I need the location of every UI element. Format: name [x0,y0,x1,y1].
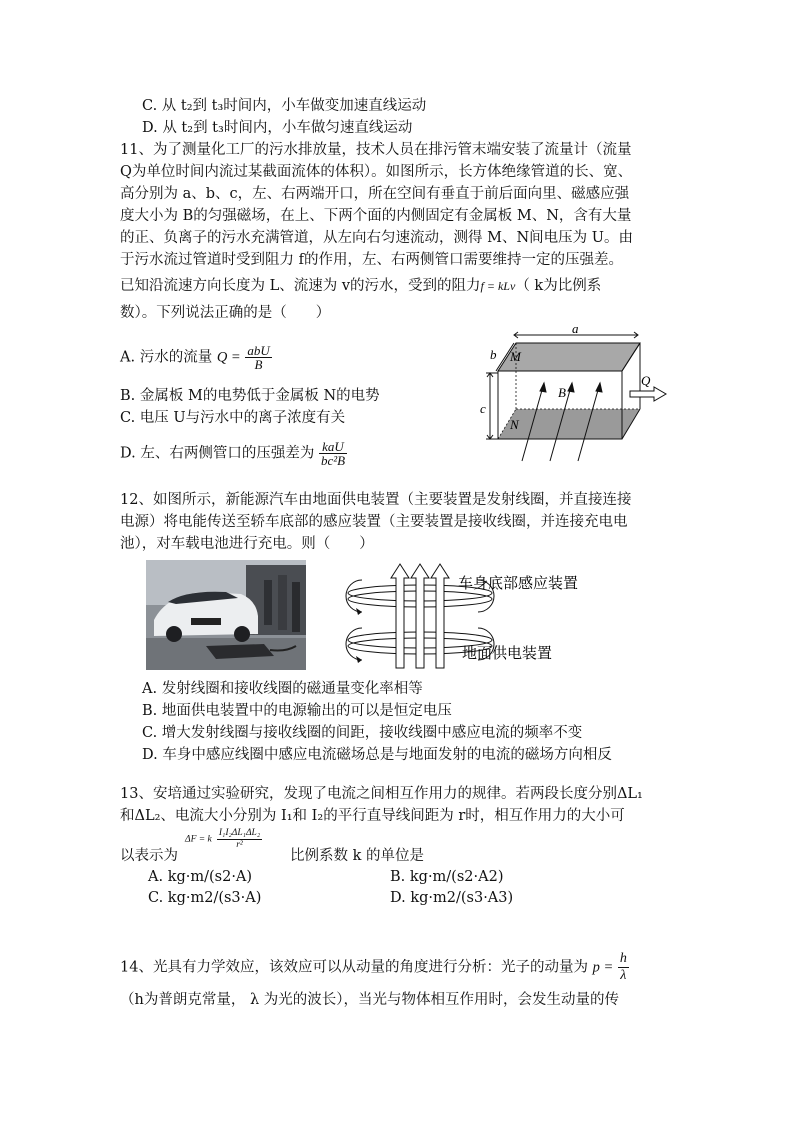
q13-option-d: D. kg·m2/(s3·A3) [390,890,514,906]
q13-option-a: A. kg·m/(s2·A) [148,869,253,885]
dim-b-label: b [490,347,497,362]
q11-stem-text: （ k为比例系 [515,278,602,294]
flow-q-label: Q [641,373,651,388]
q14-stem-line: （h为普朗克常量， λ 为光的波长），当光与物体相互作用时，会发生动量的传 [120,992,619,1008]
photon-momentum-formula: $\frac{h}{\lambda}$ [619,951,627,983]
coil-diagram [340,560,600,670]
q11-option-b: B. 金属板 M的电势低于金属板 N的电势 [120,388,380,404]
dim-c-label: c [480,401,486,416]
q10-option-c: C. 从 t₂到 t₃时间内，小车做变加速直线运动 [142,98,427,114]
option-text: D. 左、右两侧管口的压强差为 [120,445,315,462]
ev-charging-photo [146,560,306,670]
fig-label-receiver: 车身底部感应装置 [458,576,579,592]
q12-option-c: C. 增大发射线圈与接收线圈的间距，接收线圈中感应电流的频率不变 [142,725,583,741]
q13-option-b: B. kg·m/(s2·A2) [390,869,504,885]
q12-option-d: D. 车身中感应线圈中感应电流磁场总是与地面发射的电流的磁场方向相反 [142,747,612,763]
q12-option-a: A. 发射线圈和接收线圈的磁通量变化率相等 [142,681,423,697]
q10-option-d: D. 从 t₂到 t₃时间内，小车做匀速直线运动 [142,120,413,136]
q11-stem-line: 高分别为 a、b、c，左、右两端开口，所在空间有垂直于前后面向里、磁感应强 [120,186,630,202]
q12-stem-line: 电源）将电能传送至轿车底部的感应装置（主要装置是接收线圈，并连接充电电 [120,514,628,530]
q13-stem-line: 和ΔL₂、电流大小分别为 I₁和 I₂的平行直导线间距为 r时，相互作用力的大小可 [120,808,625,824]
q12-stem-line: 12、如图所示，新能源汽车由地面供电装置（主要装置是发射线圈，并直接连接 [120,492,632,508]
q14-stem-line [120,951,629,984]
q13-option-c: C. kg·m2/(s3·A) [148,890,262,906]
plate-m-label: M [510,349,521,364]
q11-stem-line: 于污水流过管道时受到阻力 f的作用，左、右两侧管口需要维持一定的压强差。 [120,252,623,268]
q13-stem-line [120,846,178,866]
plate-n-label: N [510,417,519,432]
q11-drag-formula: f = kLv [480,279,516,293]
flow-formula: $\frac{\text{abU}}{B}$ [247,343,270,372]
q11-stem-line [120,276,601,296]
q11-stem-line: 11、为了测量化工厂的污水排放量，技术人员在排污管末端安装了流量计（流量 [120,142,632,158]
ampere-force-formula: ΔF = k $\frac{\text{I₁I₂ΔL₁ΔL₂}}{\text{r²}}$ [185,828,261,850]
field-b-label: B [558,385,566,400]
q14-stem-text: 14、光具有力学效应，该效应可以从动量的角度进行分析：光子的动量为 [120,959,588,976]
q11-stem-line: 数）。下列说法正确的是（ ） [120,305,331,321]
q13-stem-text: 以表示为 [120,848,178,864]
q11-stem-text: 已知沿流速方向长度为 L、流速为 v的污水，受到的阻力 [120,278,481,294]
q11-stem-line: Q为单位时间内流过某截面流体的体积）。如图所示，长方体绝缘管道的长、宽、 [120,164,633,180]
dim-a-label: a [572,325,579,336]
q11-stem-line: 的正、负离子的污水充满管道，从左向右匀速流动，测得 M、N间电压为 U。由 [120,230,633,246]
q11-stem-line: 度大小为 B的匀强磁场，在上、下两个面的内侧固定有金属板 M、N，含有大量 [120,208,632,224]
pipe-diagram [478,325,678,463]
q11-option-a [120,344,272,371]
q12-stem-line: 池），对车载电池进行充电。则（ ） [120,536,374,552]
q13-stem-line: 比例系数 k 的单位是 [290,848,425,864]
fig-label-transmitter: 地面供电装置 [462,646,553,662]
q11-option-c: C. 电压 U与污水中的离子浓度有关 [120,410,346,426]
q11-option-d [120,440,347,467]
q13-stem-line: 13、安培通过实验研究，发现了电流之间相互作用力的规律。若两段长度分别ΔL₁ [120,786,643,802]
pressure-formula: $\frac{\text{kaU}}{\text{bc²B}}$ [320,439,346,468]
formula-lhs: Q = [216,349,241,366]
momentum-lhs: p = [592,959,614,976]
q12-option-b: B. 地面供电装置中的电源输出的可以是恒定电压 [142,703,452,719]
option-text: A. 污水的流量 [120,349,213,366]
